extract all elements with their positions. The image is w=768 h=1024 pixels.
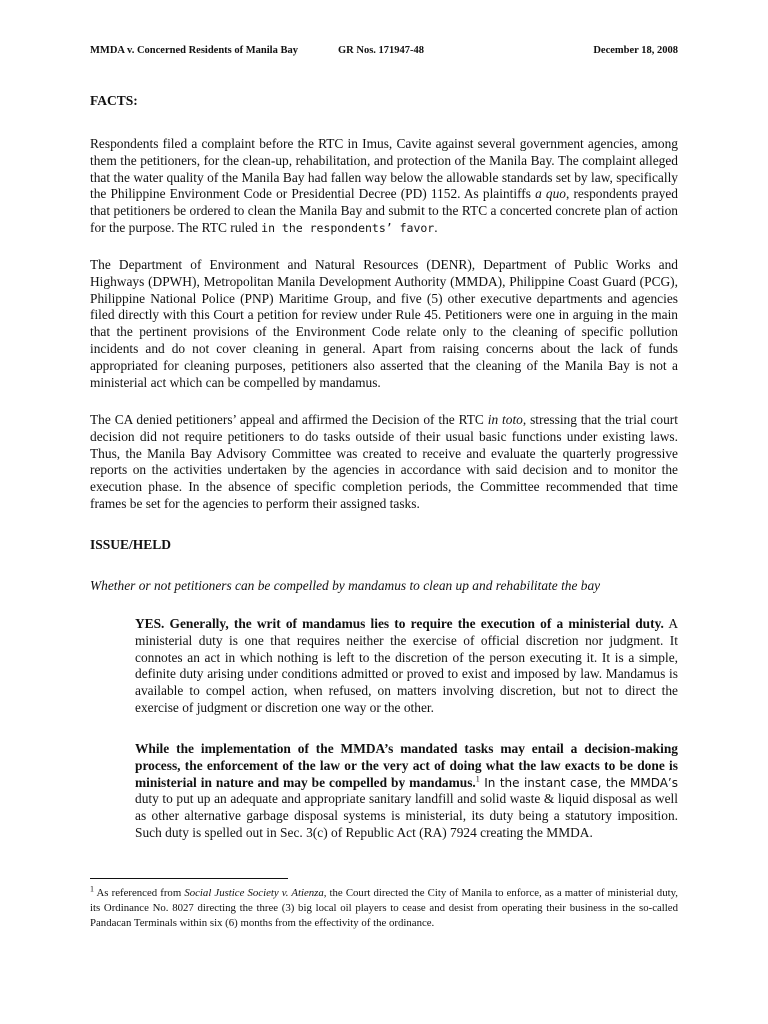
facts-p1-text-a: Respondents filed a complaint before the RTC in Imus, Cavite against several government agencies, among them the petitioners, for the clean-up, rehabilitation, and protection of the Manila Bay. The complaint alleged that the water quality of the Manila Bay had fallen way below the allowable standards set by law, specifically the Philippine Environment Code or Presidential Decree (PD) 1152. As plaintiffs — [90, 136, 678, 202]
facts-paragraph-3 — [90, 412, 678, 513]
footnote-text-b: the Court directed the City of Manila to enforce, as a matter of ministerial duty, its Ordinance No. 8027 directing the three (3) big local oil players to cease and desist from operating their business in the so-called Pandacan Terminals within six (6) months from the effectivity of the ordinance. — [90, 887, 678, 929]
footnote-reference: 1 — [475, 774, 480, 784]
held-p2-bold: While the implementation of the MMDA’s mandated tasks may entail a decision-making process, the enforcement of the law or the very act of doing what the law exacts to be done is ministerial in nature and may be compelled by mandamus. — [135, 741, 678, 790]
facts-paragraph-1 — [90, 136, 678, 237]
footnote-1 — [90, 886, 678, 931]
held-p2-sans-text: In the instant case, the MMDA’s — [479, 775, 679, 790]
header-gr-number: GR Nos. 171947-48 — [338, 45, 425, 56]
held-p1-bold: YES. Generally, the writ of mandamus lies to require the execution of a ministerial duty. — [135, 616, 664, 631]
facts-p1-a-quo: a quo — [535, 186, 566, 202]
header-case-name: MMDA v. Concerned Residents of Manila Bay — [90, 45, 298, 56]
facts-p3-text-b: , stressing that the trial court decision did not require petitioners to do tasks outside of their usual basic functions under existing laws. Thus, the Manila Bay Advisory Committee was created to receive and evaluate the quarterly progressive reports on the activities undertaken by the agencies in accordance with said decision and to monitor the execution phase. In the absence of specific completion periods, the Committee recommended that time frames be set for the agencies to perform their assigned tasks. — [90, 412, 678, 511]
facts-p3-text-a: The CA denied petitioners’ appeal and affirmed the Decision of the RTC — [90, 412, 488, 427]
footnote-divider — [90, 878, 288, 879]
facts-p1-text-d: . — [434, 219, 438, 235]
header-date: December 18, 2008 — [593, 45, 678, 56]
footnote-case-name: Social Justice Society v. Atienza, — [184, 887, 327, 899]
facts-p1-text-b: , respondents prayed that petitioners be ordered to clean the Manila Bay and submit to the RTC a concerted concrete plan of action for the purpose. The RTC ruled — [90, 186, 678, 235]
footnote-mark: 1 — [90, 884, 94, 894]
facts-heading: FACTS: — [90, 93, 138, 108]
held-p1-text: A ministerial duty is one that requires neither the exercise of official discretion nor judgment. It connotes an act in which nothing is left to the discretion of the person executing it. It is a simple, definite duty arising under conditions admitted or proved to exist and imposed by law. Mandamus is available to compel action, when refused, on matters involving discretion, but not to direct the exercise of judgment or discretion one way or the other. — [135, 616, 678, 715]
issue-held-heading: ISSUE/HELD — [90, 537, 172, 552]
facts-p1-text-c: in the respondents’ favor — [261, 220, 435, 235]
held-paragraph-1 — [135, 616, 678, 717]
facts-paragraph-2: The Department of Environment and Natural Resources (DENR), Department of Public Works and Highways (DPWH), Metropolitan Manila Development Authority (MMDA), Philippine Coast Guard (PCG), Philippine National Police (PNP) Maritime Group, and five (5) other executive departments and agencies filed directly with this Court a petition for review under Rule 45. Petitioners were one in arguing in the main that the pertinent provisions of the Environment Code relate only to the cleaning of specific pollution incidents and do not cover cleaning in general. Apart from raising concerns about the lack of funds appropriated for cleaning purposes, petitioners also asserted that the cleaning of the Manila Bay is not a ministerial act which can be compelled by mandamus. — [90, 257, 678, 390]
issue-question: Whether or not petitioners can be compelled by mandamus to clean up and rehabilitate the bay — [90, 578, 601, 593]
facts-p3-in-toto: in toto — [487, 412, 523, 427]
held-p2-text: duty to put up an adequate and appropriate sanitary landfill and solid waste & liquid disposal as well as other alternative garbage disposal systems is ministerial, its duty being a statutory imposition. Such duty is spelled out in Sec. 3(c) of Republic Act (RA) 7924 creating the MMDA. — [135, 791, 678, 840]
held-paragraph-2 — [135, 741, 678, 842]
footnote-text-a: As referenced from — [94, 887, 185, 899]
